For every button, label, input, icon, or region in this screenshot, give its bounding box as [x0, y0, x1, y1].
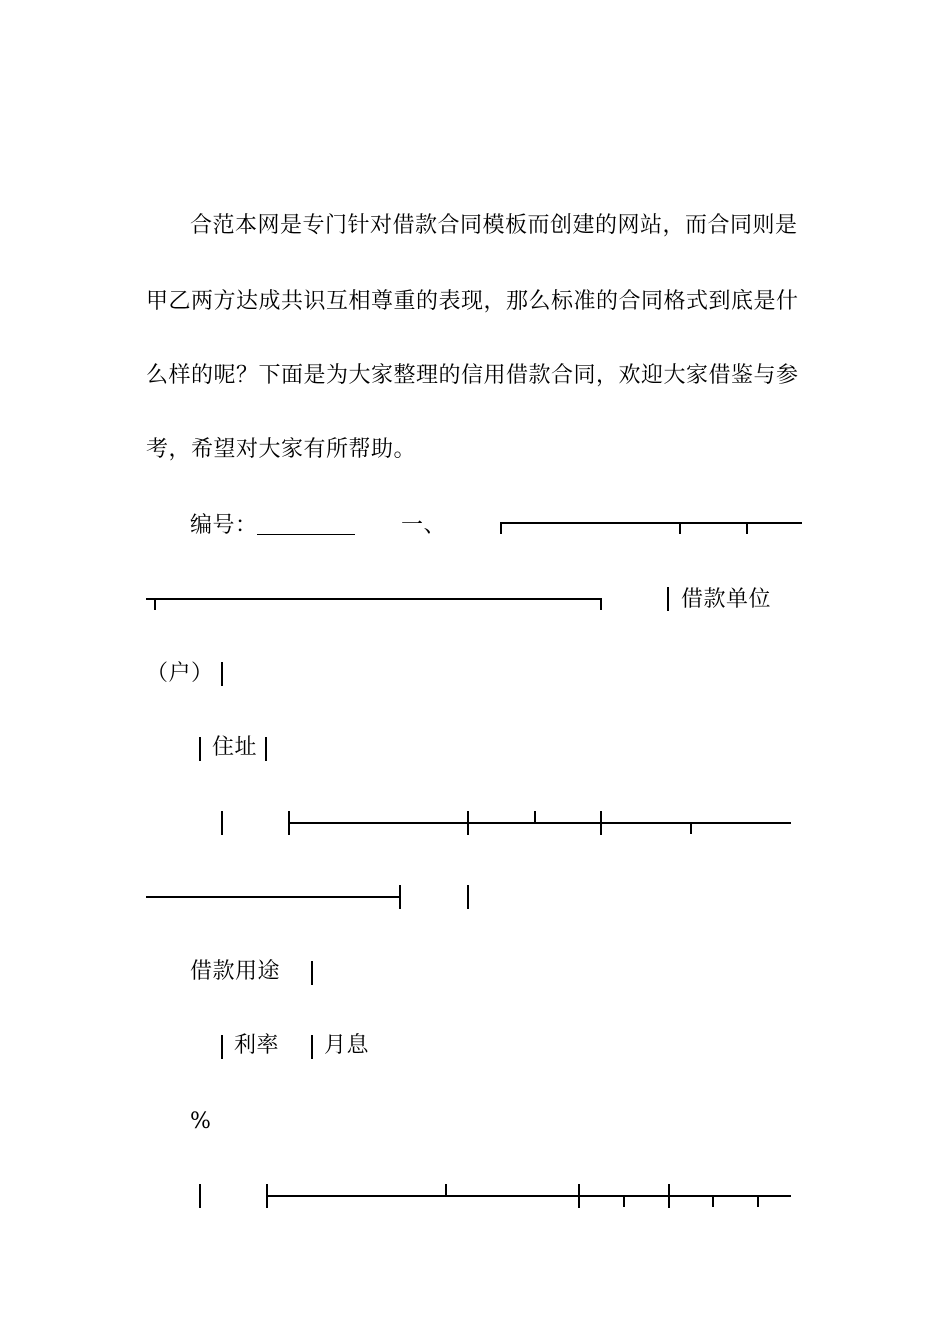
- table-cell-divider: [221, 662, 223, 686]
- intro-line-3: 么样的呢？下面是为大家整理的信用借款合同，欢迎大家借鉴与参: [146, 363, 799, 388]
- monthly-interest-label: 月息: [324, 1033, 370, 1058]
- table-cell-divider: [265, 737, 267, 761]
- table-cell-divider: [199, 1184, 201, 1208]
- intro-line-1: 合范本网是专门针对借款合同模板而创建的网站，而合同则是: [190, 213, 798, 238]
- table-cell-divider: [199, 737, 201, 761]
- table-cell-divider: [467, 885, 469, 909]
- table-border-tick: [668, 1184, 670, 1208]
- intro-line-4: 考，希望对大家有所帮助。: [146, 437, 417, 462]
- table-border-tick: [500, 522, 502, 534]
- percent-sign: %: [190, 1109, 212, 1134]
- table-border-tick: [578, 1184, 580, 1208]
- number-label: 编号：: [190, 513, 258, 538]
- table-border-tick: [154, 598, 156, 610]
- table-border-tick: [288, 811, 290, 835]
- table-border-tick: [679, 522, 681, 534]
- table-border-tick: [445, 1184, 447, 1196]
- table-border-tick: [623, 1195, 625, 1207]
- table-border-tick: [746, 522, 748, 534]
- loan-purpose-label: 借款用途: [190, 959, 281, 984]
- table-border-line: [288, 822, 791, 824]
- table-cell-divider: [311, 961, 313, 985]
- table-border-tick: [467, 811, 469, 835]
- number-blank: [257, 534, 355, 535]
- table-cell-divider: [311, 1035, 313, 1059]
- household-label: （户）: [146, 661, 214, 686]
- table-border-tick: [600, 598, 602, 610]
- table-cell-divider: [221, 1035, 223, 1059]
- table-border-tick: [600, 811, 602, 835]
- intro-line-2: 甲乙两方达成共识互相尊重的表现，那么标准的合同格式到底是什: [146, 289, 799, 314]
- borrower-unit-label: 借款单位: [681, 587, 772, 612]
- table-border-line: [146, 598, 602, 600]
- section-one-label: 一、: [401, 513, 447, 538]
- table-border-line: [146, 896, 401, 898]
- address-label: 住址: [212, 735, 258, 760]
- table-border-tick: [712, 1195, 714, 1207]
- table-border-line: [500, 522, 802, 524]
- table-border-tick: [757, 1195, 759, 1207]
- table-cell-divider: [221, 811, 223, 835]
- table-cell-divider: [667, 587, 669, 611]
- interest-rate-label: 利率: [234, 1033, 280, 1058]
- table-border-tick: [399, 885, 401, 909]
- table-border-tick: [690, 822, 692, 834]
- table-border-tick: [266, 1184, 268, 1208]
- table-border-tick: [534, 811, 536, 823]
